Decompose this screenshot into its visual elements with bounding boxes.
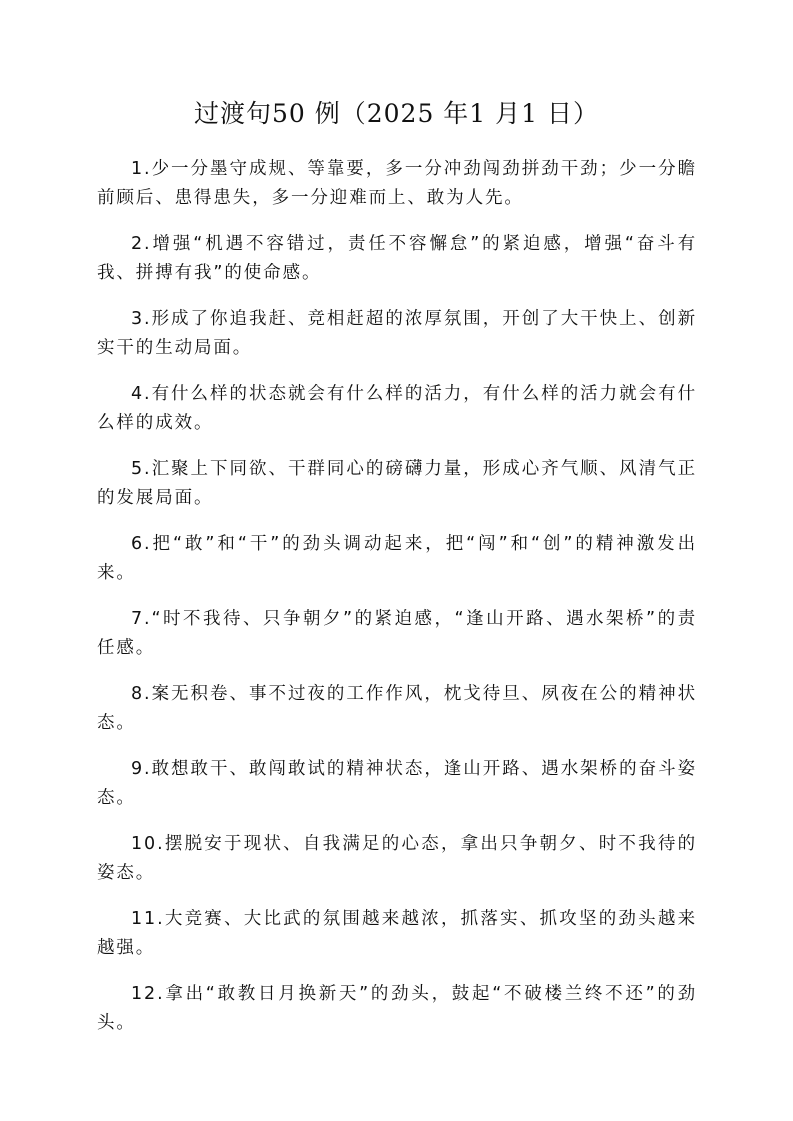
list-item: 8.案无积卷、事不过夜的工作作风，枕戈待旦、夙夜在公的精神状态。 <box>97 684 697 733</box>
list-item: 3.形成了你追我赶、竞相赶超的浓厚氛围，开创了大干快上、创新实干的生动局面。 <box>97 309 697 358</box>
list-item: 5.汇聚上下同欲、干群同心的磅礴力量，形成心齐气顺、风清气正的发展局面。 <box>97 459 697 508</box>
list-item: 9.敢想敢干、敢闯敢试的精神状态，逢山开路、遇水架桥的奋斗姿态。 <box>97 759 697 808</box>
list-item: 6.把“敢”和“干”的劲头调动起来，把“闯”和“创”的精神激发出来。 <box>97 534 697 583</box>
sentence-list <box>97 155 697 1055</box>
list-item: 2.增强“机遇不容错过，责任不容懈怠”的紧迫感，增强“奋斗有我、拼搏有我”的使命感。 <box>97 234 697 283</box>
list-item: 1.少一分墨守成规、等靠要，多一分冲劲闯劲拼劲干劲；少一分瞻前顾后、患得患失，多一分迎难而上、敢为人先。 <box>97 159 697 208</box>
list-item: 10.摆脱安于现状、自我满足的心态，拿出只争朝夕、时不我待的姿态。 <box>97 834 697 883</box>
list-item: 7.“时不我待、只争朝夕”的紧迫感，“逢山开路、遇水架桥”的责任感。 <box>97 609 697 658</box>
list-item: 11.大竞赛、大比武的氛围越来越浓，抓落实、抓攻坚的劲头越来越强。 <box>97 909 697 958</box>
list-item: 12.拿出“敢教日月换新天”的劲头，鼓起“不破楼兰终不还”的劲头。 <box>97 984 697 1033</box>
list-item: 4.有什么样的状态就会有什么样的活力，有什么样的活力就会有什么样的成效。 <box>97 384 697 433</box>
page-title: 过渡句50 例（2025 年1 月1 日） <box>193 99 600 128</box>
